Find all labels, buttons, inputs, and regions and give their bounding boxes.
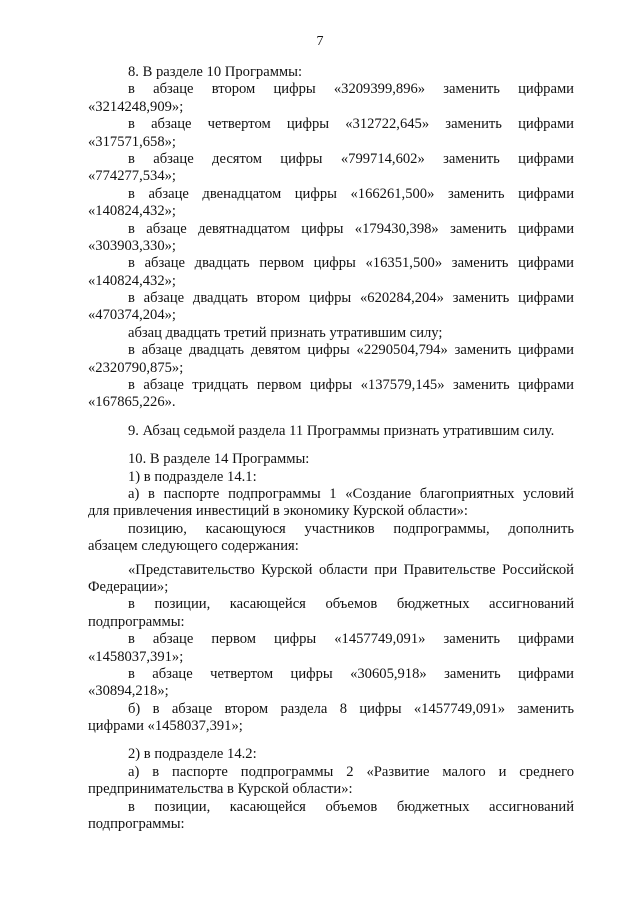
paragraph-line: в абзаце тридцать первом цифры «137579,145» заменить цифрами [128,377,574,394]
paragraph-line: а) в паспорте подпрограммы 1 «Создание благоприятных условий [128,485,574,502]
paragraph-line: «Представительство Курской области при Правительстве Российской [128,561,574,578]
paragraph-line: позицию, касающуюся участников подпрограммы, дополнить [128,520,574,537]
paragraph-line: «303903,330»; [88,237,176,254]
paragraph-line: «2320790,875»; [88,359,184,376]
paragraph-line: в абзаце десятом цифры «799714,602» заменить цифрами [128,150,574,167]
paragraph-line: в абзаце первом цифры «1457749,091» заменить цифрами [128,631,574,648]
paragraph-line: абзац двадцать третий признать утратившим силу; [128,324,443,341]
paragraph-line: абзацем следующего содержания: [88,538,299,555]
paragraph-line: «140824,432»; [88,272,176,289]
paragraph-line: в абзаце двадцать втором цифры «620284,204» заменить цифрами [128,290,574,307]
section-9-paragraph: 9. Абзац седьмой раздела 11 Программы признать утратившим силу. [128,422,555,439]
paragraph-line: «470374,204»; [88,307,176,324]
spacer [88,412,574,423]
paragraph-line: б) в абзаце втором раздела 8 цифры «1457749,091» заменить [128,700,574,717]
paragraph-line: в позиции, касающейся объемов бюджетных ассигнований [128,798,574,815]
paragraph-line: «3214248,909»; [88,98,184,115]
paragraph-line: «30894,218»; [88,683,169,700]
paragraph-line: для привлечения инвестиций в экономику Курской области»: [88,503,468,520]
paragraph-line: 1) в подразделе 14.1: [128,468,257,485]
section-10-heading: 10. В разделе 14 Программы: [128,451,310,468]
spacer [88,440,574,451]
document-body [88,64,574,833]
paragraph-line: «140824,432»; [88,203,176,220]
paragraph-line: предпринимательства в Курской области»: [88,781,353,798]
page-number: 7 [316,34,324,49]
paragraph-line: «1458037,391»; [88,648,184,665]
paragraph-line: в абзаце девятнадцатом цифры «179430,398» заменить цифрами [128,220,574,237]
section-8-heading: 8. В разделе 10 Программы: [128,64,303,80]
paragraph-line: в абзаце втором цифры «3209399,896» заменить цифрами [128,81,574,98]
paragraph-line: в абзаце четвертом цифры «312722,645» заменить цифрами [128,116,574,133]
paragraph-line: «317571,658»; [88,133,176,150]
paragraph-line: а) в паспорте подпрограммы 2 «Развитие малого и среднего [128,763,574,780]
paragraph-line: подпрограммы: [88,816,185,833]
paragraph-line: в позиции, касающейся объемов бюджетных ассигнований [128,596,574,613]
paragraph-line: «167865,226». [88,394,176,411]
paragraph-line: подпрограммы: [88,613,185,630]
paragraph-line: Федерации»; [88,578,169,595]
paragraph-line: в абзаце четвертом цифры «30605,918» заменить цифрами [128,665,574,682]
paragraph-line: «774277,534»; [88,168,176,185]
paragraph-line: в абзаце двадцать девятом цифры «2290504,794» заменить цифрами [128,342,574,359]
paragraph-line: цифрами «1458037,391»; [88,718,243,735]
paragraph-line: в абзаце двенадцатом цифры «166261,500» заменить цифрами [128,185,574,202]
paragraph-line: 2) в подразделе 14.2: [128,746,257,763]
paragraph-line: в абзаце двадцать первом цифры «16351,500» заменить цифрами [128,255,574,272]
spacer [88,735,574,746]
